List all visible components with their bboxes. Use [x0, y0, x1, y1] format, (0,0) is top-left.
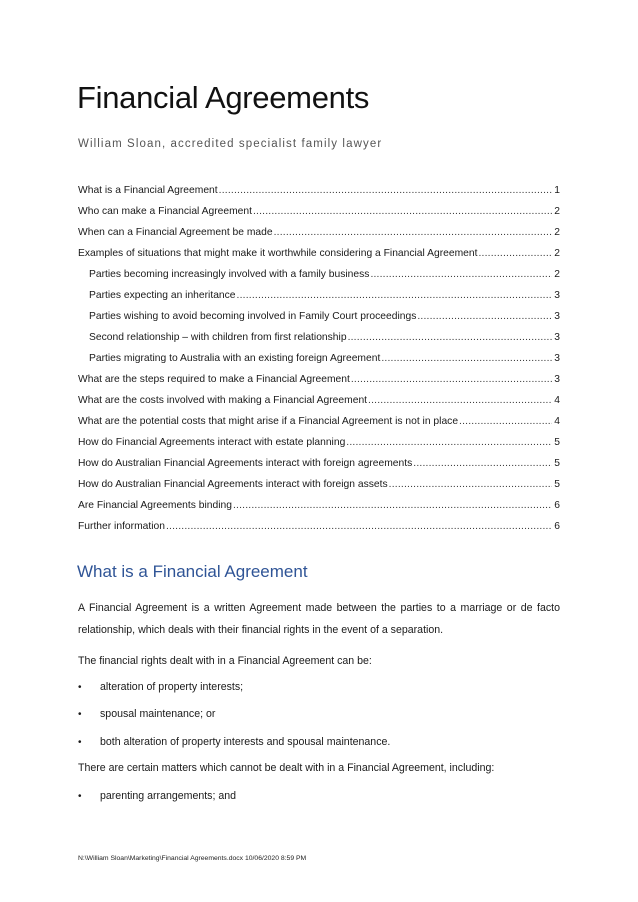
toc-leader-dots [351, 369, 552, 390]
toc-leader-dots [274, 222, 553, 243]
toc-entry[interactable] [78, 474, 560, 495]
toc-entry-text: Parties expecting an inheritance [89, 290, 236, 301]
toc-leader-dots [219, 180, 553, 201]
toc-subentry[interactable] [78, 285, 560, 306]
toc-entry-text: How do Australian Financial Agreements interact with foreign assets [78, 479, 388, 490]
toc-subentry[interactable] [78, 327, 560, 348]
bullet-icon: • [78, 791, 82, 802]
body-paragraph: The financial rights dealt with in a Financial Agreement can be: [78, 655, 372, 667]
bullet-text: both alteration of property interests and spousal maintenance. [100, 736, 391, 748]
toc-leader-dots [459, 411, 552, 432]
bullet-icon: • [78, 709, 82, 720]
toc-entry-text: Second relationship – with children from first relationship [89, 332, 347, 343]
bullet-item [78, 703, 215, 726]
toc-page-number: 3 [554, 353, 560, 364]
toc-entry-text: Parties becoming increasingly involved with a family business [89, 269, 370, 280]
toc-page-number: 4 [554, 395, 560, 406]
toc-page-number: 3 [554, 290, 560, 301]
section-heading: What is a Financial Agreement [77, 562, 308, 581]
toc-leader-dots [233, 495, 552, 516]
toc-leader-dots [346, 432, 552, 453]
bullet-text: parenting arrangements; and [100, 790, 237, 802]
bullet-item [78, 676, 243, 699]
toc-entry[interactable] [78, 453, 560, 474]
toc-entry[interactable] [78, 201, 560, 222]
toc-leader-dots [381, 348, 552, 369]
toc-leader-dots [479, 243, 553, 264]
body-paragraph: There are certain matters which cannot be dealt with in a Financial Agreement, including: [78, 762, 495, 774]
toc-page-number: 3 [554, 332, 560, 343]
toc-entry-text: Examples of situations that might make it worthwhile considering a Financial Agreement [78, 248, 478, 259]
toc-page-number: 3 [554, 374, 560, 385]
toc-leader-dots [237, 285, 553, 306]
toc-entry-text: What are the potential costs that might arise if a Financial Agreement is not in place [78, 416, 459, 427]
toc-entry[interactable] [78, 432, 560, 453]
toc-entry[interactable] [78, 180, 560, 201]
toc-entry[interactable] [78, 516, 560, 537]
toc-page-number: 1 [554, 185, 560, 196]
toc-entry[interactable] [78, 495, 560, 516]
toc-subentry[interactable] [78, 348, 560, 369]
toc-entry-text: How do Financial Agreements interact with estate planning [78, 437, 346, 448]
toc-leader-dots [413, 453, 552, 474]
toc-leader-dots [370, 264, 552, 285]
toc-page-number: 2 [554, 206, 560, 217]
toc-entry[interactable] [78, 222, 560, 243]
toc-leader-dots [389, 474, 553, 495]
toc-entry[interactable] [78, 243, 560, 264]
toc-page-number: 2 [554, 269, 560, 280]
document-subtitle: William Sloan, accredited specialist family lawyer [78, 138, 383, 150]
body-paragraph: A Financial Agreement is a written Agreement made between the parties to a marriage or de facto relationship, which deals with their financial rights in the event of a separation. [78, 602, 560, 636]
toc-page-number: 2 [554, 248, 560, 259]
toc-leader-dots [348, 327, 553, 348]
toc-leader-dots [166, 516, 552, 537]
toc-entry-text: How do Australian Financial Agreements interact with foreign agreements [78, 458, 413, 469]
toc-entry[interactable] [78, 369, 560, 390]
toc-entry-text: What are the costs involved with making a Financial Agreement [78, 395, 368, 406]
document-title: Financial Agreements [77, 80, 370, 115]
toc-entry[interactable] [78, 411, 560, 432]
toc-page-number: 3 [554, 311, 560, 322]
bullet-icon: • [78, 682, 82, 693]
bullet-text: alteration of property interests; [100, 681, 244, 693]
toc-entry-text: When can a Financial Agreement be made [78, 227, 273, 238]
toc-subentry[interactable] [78, 306, 560, 327]
table-of-contents [78, 180, 560, 537]
toc-entry-text: Parties wishing to avoid becoming involved in Family Court proceedings [89, 311, 417, 322]
toc-leader-dots [417, 306, 552, 327]
toc-entry-text: Are Financial Agreements binding [78, 500, 232, 511]
toc-page-number: 5 [554, 437, 560, 448]
bullet-text: spousal maintenance; or [100, 708, 216, 720]
toc-page-number: 5 [554, 479, 560, 490]
toc-entry-text: Parties migrating to Australia with an existing foreign Agreement [89, 353, 381, 364]
toc-page-number: 6 [554, 500, 560, 511]
toc-page-number: 2 [554, 227, 560, 238]
toc-page-number: 6 [554, 521, 560, 532]
toc-leader-dots [368, 390, 552, 411]
page-footer: N:\William Sloan\Marketing\Financial Agreements.docx 10/06/2020 8:59 PM [78, 855, 307, 862]
bullet-item [78, 731, 390, 754]
toc-entry-text: What is a Financial Agreement [78, 185, 218, 196]
toc-page-number: 4 [554, 416, 560, 427]
toc-leader-dots [253, 201, 552, 222]
toc-entry-text: What are the steps required to make a Financial Agreement [78, 374, 350, 385]
toc-entry[interactable] [78, 390, 560, 411]
toc-page-number: 5 [554, 458, 560, 469]
toc-subentry[interactable] [78, 264, 560, 285]
bullet-icon: • [78, 737, 82, 748]
bullet-item [78, 785, 236, 808]
toc-entry-text: Further information [78, 521, 165, 532]
toc-entry-text: Who can make a Financial Agreement [78, 206, 252, 217]
